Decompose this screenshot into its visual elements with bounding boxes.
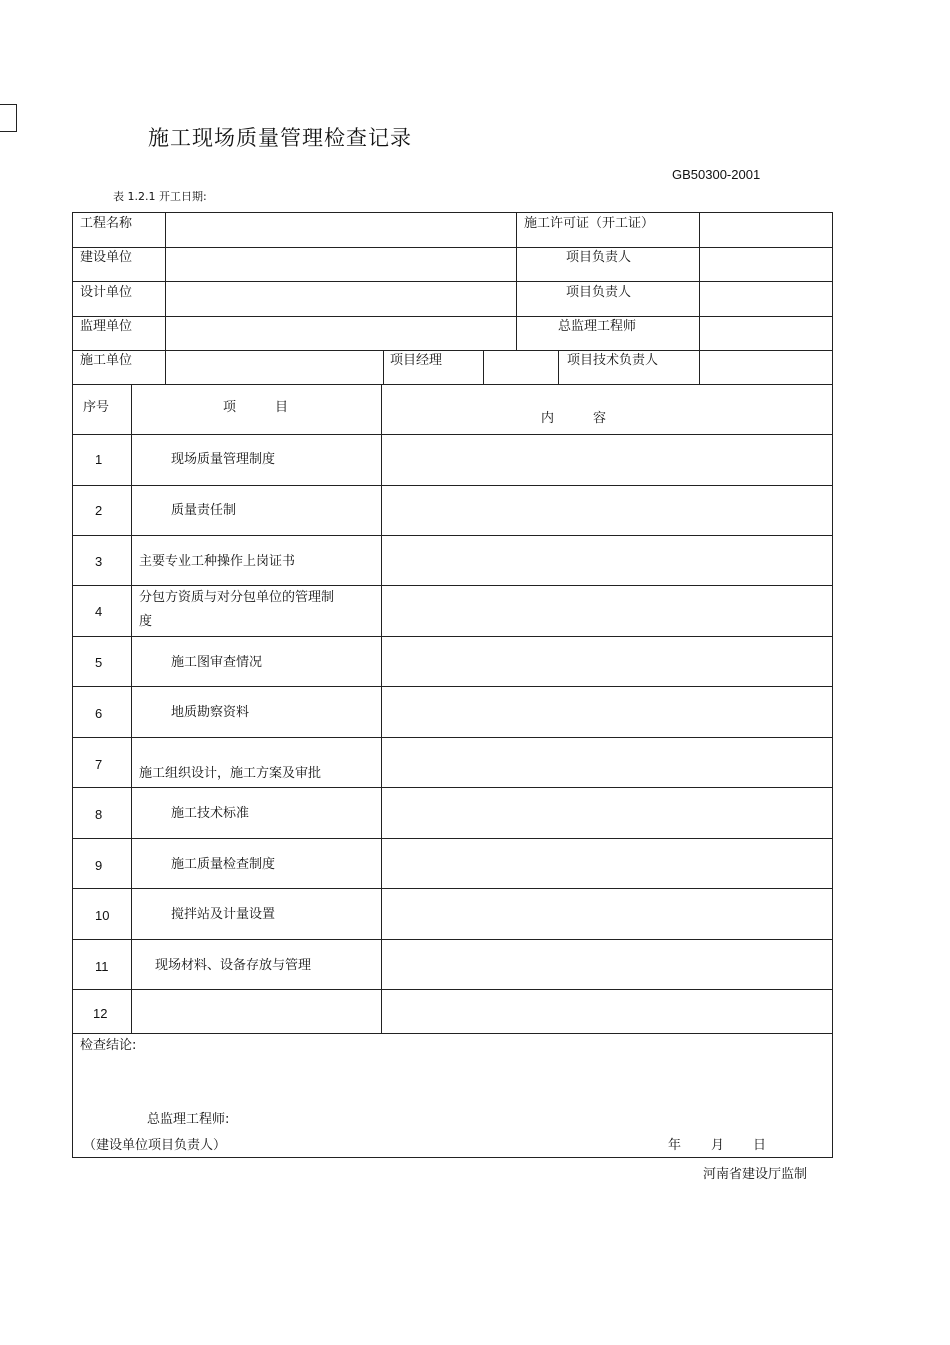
row-divider (73, 838, 832, 839)
owner-lead-label: 项目负责人 (566, 250, 632, 265)
row-divider (73, 350, 832, 351)
col-divider (383, 350, 384, 384)
row-divider (73, 989, 832, 990)
project-name-label: 工程名称 (80, 216, 133, 231)
date-day-label: 日 (753, 1138, 767, 1153)
row-number: 8 (95, 807, 103, 822)
col-divider (699, 213, 700, 384)
owner-unit-label: 建设单位 (80, 250, 133, 265)
row-number: 11 (95, 959, 109, 974)
row-divider (73, 535, 832, 536)
row-item: 施工技术标准 (171, 806, 250, 821)
col-divider (381, 384, 382, 1033)
row-item: 施工质量检查制度 (171, 857, 276, 872)
row-number: 2 (95, 503, 103, 518)
row-item: 主要专业工种操作上岗证书 (139, 554, 296, 569)
row-divider (73, 636, 832, 637)
row-number: 1 (95, 452, 103, 467)
project-manager-label: 项目经理 (390, 353, 443, 368)
corner-mark (0, 104, 17, 132)
form-number-start-date: 表 1.2.1 开工日期: (113, 190, 207, 203)
tech-lead-label: 项目技术负责人 (567, 353, 659, 368)
contractor-unit-label: 施工单位 (80, 353, 133, 368)
row-item: 地质勘察资料 (171, 705, 250, 720)
issuer-note: 河南省建设厅监制 (703, 1167, 808, 1182)
row-divider (73, 737, 832, 738)
page-title: 施工现场质量管理检查记录 (148, 126, 412, 150)
row-number: 5 (95, 655, 103, 670)
row-number: 9 (95, 858, 103, 873)
row-number: 10 (95, 908, 110, 923)
row-number: 4 (95, 604, 103, 619)
design-unit-label: 设计单位 (80, 285, 133, 300)
row-divider (73, 787, 832, 788)
row-number: 3 (95, 554, 103, 569)
column-header-content: 内 容 (541, 411, 607, 426)
design-lead-label: 项目负责人 (566, 285, 632, 300)
row-item: 分包方资质与对分包单位的管理制度 (139, 590, 335, 629)
col-divider (483, 350, 484, 384)
standard-code: GB50300-2001 (672, 167, 761, 182)
row-item: 现场质量管理制度 (171, 452, 276, 467)
row-divider (73, 686, 832, 687)
row-divider (73, 485, 832, 486)
row-item: 现场材料、设备存放与管理 (155, 958, 312, 973)
chief-supervisor-label: 总监理工程师 (558, 319, 637, 334)
row-divider (73, 1033, 832, 1034)
permit-label: 施工许可证（开工证） (524, 216, 655, 231)
row-item: 搅拌站及计量设置 (171, 907, 276, 922)
col-divider (558, 350, 559, 384)
date-year-label: 年 (668, 1138, 682, 1153)
chief-supervisor-signature-label: 总监理工程师: (147, 1112, 230, 1127)
row-item: 施工图审查情况 (171, 655, 263, 670)
row-divider (73, 316, 832, 317)
row-divider (73, 247, 832, 248)
row-number: 6 (95, 706, 103, 721)
col-divider (131, 384, 132, 1033)
row-divider (73, 888, 832, 889)
conclusion-label: 检查结论: (80, 1038, 137, 1053)
row-number: 7 (95, 757, 103, 772)
row-divider (73, 434, 832, 435)
row-divider (73, 281, 832, 282)
date-month-label: 月 (711, 1138, 725, 1153)
column-header-item: 项 目 (223, 400, 289, 415)
col-divider (165, 213, 166, 384)
supervisor-unit-label: 监理单位 (80, 319, 133, 334)
col-divider (516, 213, 517, 350)
column-header-no: 序号 (83, 400, 110, 415)
inspection-form-table (72, 212, 833, 1158)
row-item: 质量责任制 (171, 503, 237, 518)
owner-lead-signature-label: （建设单位项目负责人） (83, 1138, 227, 1153)
row-number: 12 (93, 1006, 108, 1021)
row-item: 施工组织设计，施工方案及审批 (139, 766, 322, 781)
row-divider (73, 384, 832, 385)
row-divider (73, 939, 832, 940)
